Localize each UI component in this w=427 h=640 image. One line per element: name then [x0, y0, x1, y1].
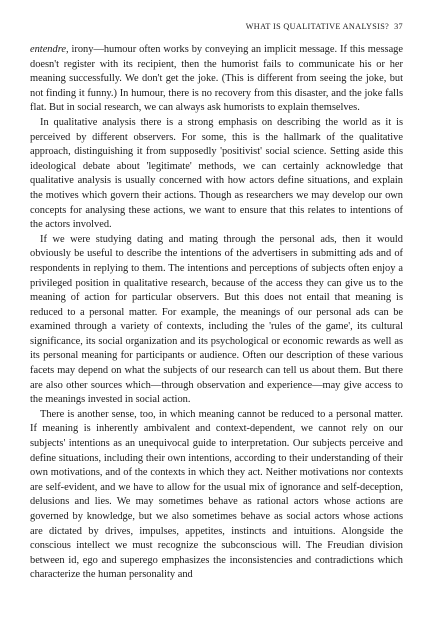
book-page [30, 0, 403, 640]
paragraph-4: There is another sense, too, in which meaning cannot be reduced to a personal matter. If meaning is inherently ambivalent and context-dependent, we cannot rely on our subjects' intentions as an unequivocal guide to interpretation. Our subjects perceive and define situations, including their own intentions, according to their understanding of their own motivations, and of the contexts in which they act. Neither motivations nor contexts are self-evident, and we have to allow for the usual mix of ignorance and self-deception, delusions and lies. We may sometimes behave as rational actors whose actions are governed by knowledge, but we also sometimes behave as social actors whose actions are dictated by drives, impulses, appetites, instincts and intuitions. Alongside the conscious intellect we must recognize the subconscious will. The Freudian division between id, ego and superego emphasizes the inconsistencies and contradictions which characterize the human personality and [30, 408, 403, 581]
paragraph-1 [30, 43, 403, 116]
page-number: 37 [394, 22, 403, 31]
running-head [246, 22, 403, 31]
paragraph-2: In qualitative analysis there is a strong emphasis on describing the world as it is perceived by different observers. For some, this is the hallmark of the qualitative approach, distinguishing it from supposedly 'positivist' social science. Setting aside this ideological debate about 'legitimate' methods, we can certainly acknowledge that qualitative analysis is usually concerned with how actors define situations, and explain the motives which govern their actions. Though as researchers we may develop our own concepts for analysing these actions, we want to ensure that this relates to intentions of the actors involved. [30, 116, 403, 231]
paragraph-1-text: irony—humour often works by conveying an implicit message. If this message doesn't register with its recipient, then the humorist fails to communicate his or her meaning successfully. We don't get the joke. (This is different from seeing the joke, but not finding it funny.) In humour, there is no recovery from this disaster, and the joke falls flat. But in social research, we can always ask humorists to explain themselves. [30, 44, 403, 114]
running-title: WHAT IS QUALITATIVE ANALYSIS? [245, 22, 390, 31]
paragraph-3: If we were studying dating and mating through the personal ads, then it would obviously be useful to describe the intentions of the advertisers in submitting ads and of respondents in replying to them. The intentions and perceptions of subjects often enjoy a privileged position in qualitative research, because of the access they can give us to the meaning of action for particular observers. But this does not entail that meaning is reduced to a personal matter. For example, the meanings of our personal ads can be examined through a variety of contexts, including the 'rules of the game', its cultural significance, its social organization and its psychological or economic rewards as well as its personal meaning for participants or audience. Often our description of these various facets may depend on what the subjects of our research can tell us about them. But there are also other sources which—through observation and experience—may give access to the meanings invested in social action. [30, 233, 403, 406]
body-text [30, 43, 403, 583]
italic-lead-word: entendre, [30, 44, 69, 55]
